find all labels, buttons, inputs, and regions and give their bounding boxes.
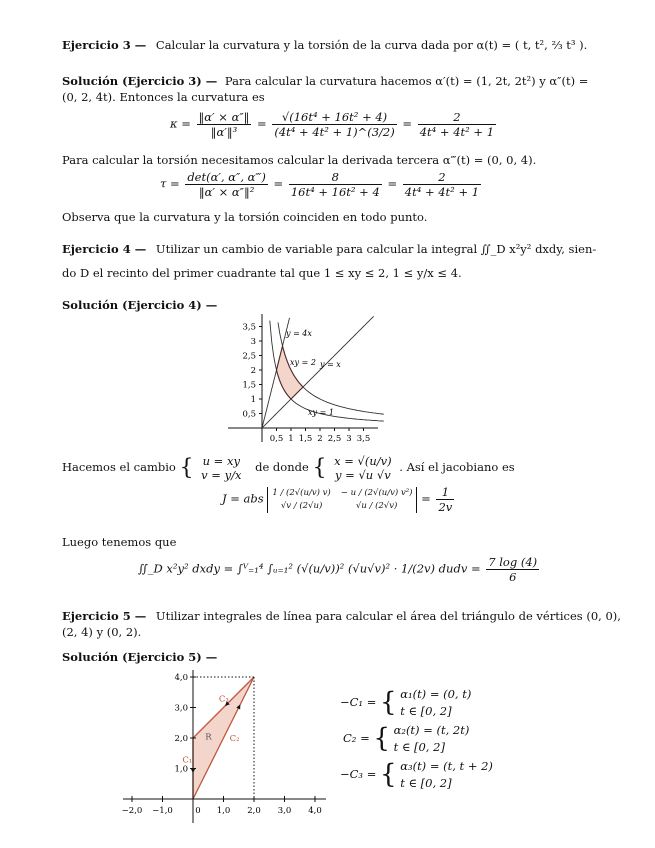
tau-num2: 8: [289, 170, 382, 185]
torsion-text: Para calcular la torsión necesitamos calcular la derivada tercera α‴(t) = (0, 0, 4).: [62, 153, 537, 167]
cambio-v: v = y/x: [201, 468, 242, 482]
c1-brace: {: [380, 687, 397, 718]
jacobian-matrix: [267, 487, 417, 513]
tau-lhs: τ =: [160, 176, 180, 191]
c1-lhs: −C₁ =: [340, 695, 377, 709]
cambio-u: u = xy: [202, 454, 240, 468]
ej4-sol-title: [62, 298, 217, 312]
y-tick-label: 2: [250, 366, 256, 376]
x-tick-label: 2,5: [327, 434, 342, 444]
c2-a: α₂(t) = (t, 2t): [393, 723, 470, 737]
ej5-text1: Utilizar integrales de línea para calcular el área del triángulo de vértices (0, 0),: [155, 609, 621, 623]
ej4-statement: [62, 242, 596, 256]
ej3-sol-text2: (0, 2, 4t). Entonces la curvatura es: [62, 90, 265, 104]
tau-frac2: [289, 170, 382, 199]
ej4-text1: Utilizar un cambio de variable para calcular la integral ∬_D x²y² dxdy, sien-: [155, 242, 597, 256]
ej3-title: Ejercicio 3 —: [62, 38, 147, 52]
x-tick-label: 4,0: [308, 806, 322, 816]
c1-system: [400, 686, 471, 720]
kappa-frac1: [197, 110, 252, 139]
tau-den3: 4t⁴ + 4t² + 1: [404, 185, 480, 199]
integral-den: 6: [509, 570, 517, 584]
y-tick-label: 2,5: [242, 351, 256, 362]
curve-label: xy = 2: [290, 358, 316, 367]
brace-left-1: {: [179, 455, 194, 481]
donde-system: [332, 454, 394, 482]
kappa-lhs: κ =: [170, 116, 191, 131]
x-tick-label: 0: [195, 806, 201, 816]
jacobian-equation: J = abs 1 / (2√(u/v) v) − u / (2√(u/v) v²) √v / (2√u) √u / (2√v) = $\frac{1}{2v}$: [222, 485, 453, 514]
x-tick-label: −1,0: [152, 806, 173, 816]
x-tick-label: 3: [346, 434, 352, 444]
m22: √u / (2√v): [355, 500, 398, 511]
x-tick-label: 2,0: [247, 806, 261, 816]
x-tick-label: 0,5: [269, 434, 284, 444]
tau-equation: τ = $\frac{\det(\alpha', \alpha'', \alpha‴)}{\text{‖α′ × α″‖²}}$ = $\frac{8}{\text{16t⁴ + 16t² + 4}}$ = $\frac{2}{\text{4t⁴ + 4t² + 1}}$: [160, 170, 480, 199]
kappa-equation: κ = $\frac{‖\alpha' \times \alpha''‖}{\text{‖α′‖³}}$ = $\frac{\text{√(16t⁴ + 16t² + 4)}}{\text{(4t⁴ + 4t² + 1)\textasciicircum{}(3/2)}}$ = $\frac{2}{\text{4t⁴ + 4t² + 1}}$: [170, 110, 495, 139]
y-tick-label: 1,5: [242, 380, 256, 391]
param-c3: [340, 758, 493, 792]
c3-a: α₃(t) = (t, t + 2): [400, 759, 493, 773]
tau-den2: 16t⁴ + 16t² + 4: [290, 185, 380, 199]
integral-equation: ∬_D x²y² dxdy = ∫ⱽ₌₁⁴ ∫ᵤ₌₁² (√(u/v))² (√u√v)² · 1/(2v) dudv = $\frac{7 \log (4)}{6}$: [138, 555, 538, 584]
y-tick-label: 2,0: [174, 734, 188, 744]
integral-num: 7 log (4): [488, 555, 538, 569]
c2-brace: {: [373, 723, 390, 754]
region-label: C₃: [218, 694, 229, 705]
kappa-num2: √(16t⁴ + 16t² + 4): [272, 110, 396, 125]
ej3-text: Calcular la curvatura y la torsión de la curva dada por α(t) = ( t, t², ⅔ t³ ).: [155, 38, 588, 52]
observa-text: Observa que la curvatura y la torsión coinciden en todo punto.: [62, 210, 428, 224]
c1-a: α₁(t) = (0, t): [400, 687, 472, 701]
ej5-sol-title-text: Solución (Ejercicio 5) —: [62, 650, 218, 664]
m21: √v / (2√u): [280, 500, 323, 511]
param-c2: [343, 722, 469, 756]
x-tick-label: 1,5: [298, 434, 313, 444]
y-tick-label: 3,0: [174, 703, 188, 714]
curve-label: y = 4x: [286, 329, 312, 338]
ej4-text2: do D el recinto del primer cuadrante tal que 1 ≤ xy ≤ 2, 1 ≤ y/x ≤ 4.: [62, 266, 462, 280]
ej4-sol-title-text: Solución (Ejercicio 4) —: [62, 298, 218, 312]
ej5-sol-title: [62, 650, 217, 664]
kappa-frac3: [418, 110, 496, 139]
y-tick-label: 1: [250, 395, 256, 405]
ej3-sol-title: Solución (Ejercicio 3) —: [62, 74, 218, 88]
c3-b: t ∈ [0, 2]: [400, 776, 452, 790]
donde-text: de donde: [255, 460, 309, 474]
tau-num1: det(α′, α″, α‴): [187, 170, 266, 184]
j-frac: [436, 485, 454, 514]
tau-num3: 2: [403, 170, 481, 185]
kappa-frac2: [272, 110, 396, 139]
luego-text: Luego tenemos que: [62, 535, 177, 549]
j-lhs: J = abs: [222, 491, 264, 506]
ej4-title: Ejercicio 4 —: [62, 242, 147, 256]
cambio-line: [62, 454, 515, 482]
integral-frac: [486, 555, 539, 584]
curve-label: y = x: [320, 360, 341, 369]
c1-b: t ∈ [0, 2]: [400, 704, 452, 718]
c3-system: [400, 758, 493, 792]
tau-den1: ‖α′ × α″‖²: [198, 185, 255, 199]
x-tick-label: 2: [317, 434, 323, 444]
ej5-statement: [62, 609, 621, 623]
ej3-sol-text1: Para calcular la curvatura hacemos α′(t) = (1, 2t, 2t²) y α″(t) =: [224, 74, 589, 88]
j-den: 2v: [438, 500, 453, 514]
region-label: R: [205, 732, 212, 743]
y-tick-label: 3: [250, 337, 256, 347]
tau-frac1: [185, 170, 268, 199]
m12: − u / (2√(u/v) v²): [340, 487, 413, 498]
jacob-text: . Así el jacobiano es: [399, 460, 515, 474]
tau-frac3: [403, 170, 481, 199]
x-tick-label: −2,0: [121, 806, 143, 816]
m11: 1 / (2√(u/v) v): [272, 487, 331, 498]
c2-b: t ∈ [0, 2]: [393, 740, 445, 754]
kappa-den1: ‖α′‖³: [210, 125, 238, 139]
y-tick-label: 3,5: [242, 322, 256, 333]
kappa-num3: 2: [418, 110, 496, 125]
integral-lhs: ∬_D x²y² dxdy =: [138, 561, 234, 576]
ej5-title: Ejercicio 5 —: [62, 609, 147, 623]
y-tick-label: 1,0: [174, 764, 188, 775]
region-plot: [228, 312, 388, 444]
integral-mid: ∫ⱽ₌₁⁴ ∫ᵤ₌₁² (√(u/v))² (√u√v)² · 1/(2v) dudv: [236, 561, 468, 576]
cambio-system: [199, 454, 243, 482]
ej3-statement: [62, 38, 587, 52]
region-label: C₂: [229, 734, 240, 745]
x-tick-label: 3,0: [277, 806, 292, 816]
y-tick-label: 4,0: [174, 673, 188, 683]
x-tick-label: 3,5: [356, 434, 371, 444]
j-num: 1: [436, 485, 454, 500]
triangle-plot: [118, 668, 330, 826]
ej3-solution: [62, 74, 588, 88]
donde-x: x = √(u/v): [334, 454, 392, 468]
c3-lhs: −C₃ =: [340, 767, 377, 781]
region-label: C₁: [182, 755, 193, 766]
ej5-text2: (2, 4) y (0, 2).: [62, 625, 142, 639]
x-tick-label: 1: [288, 434, 294, 444]
brace-left-2: {: [312, 455, 327, 481]
c2-system: [394, 722, 470, 756]
c2-lhs: C₂ =: [343, 731, 370, 745]
x-tick-label: 1,0: [216, 806, 231, 816]
kappa-den3: 4t⁴ + 4t² + 1: [419, 125, 495, 139]
donde-y: y = √u √v: [335, 468, 391, 482]
param-c1: [340, 686, 471, 720]
cambio-text: Hacemos el cambio: [62, 460, 176, 474]
y-tick-label: 0,5: [242, 409, 256, 420]
kappa-num1: ‖α′ × α″‖: [198, 110, 250, 124]
c3-brace: {: [380, 759, 397, 790]
curve-label: xy = 1: [308, 408, 334, 417]
kappa-den2: (4t⁴ + 4t² + 1)^(3/2): [274, 125, 395, 139]
